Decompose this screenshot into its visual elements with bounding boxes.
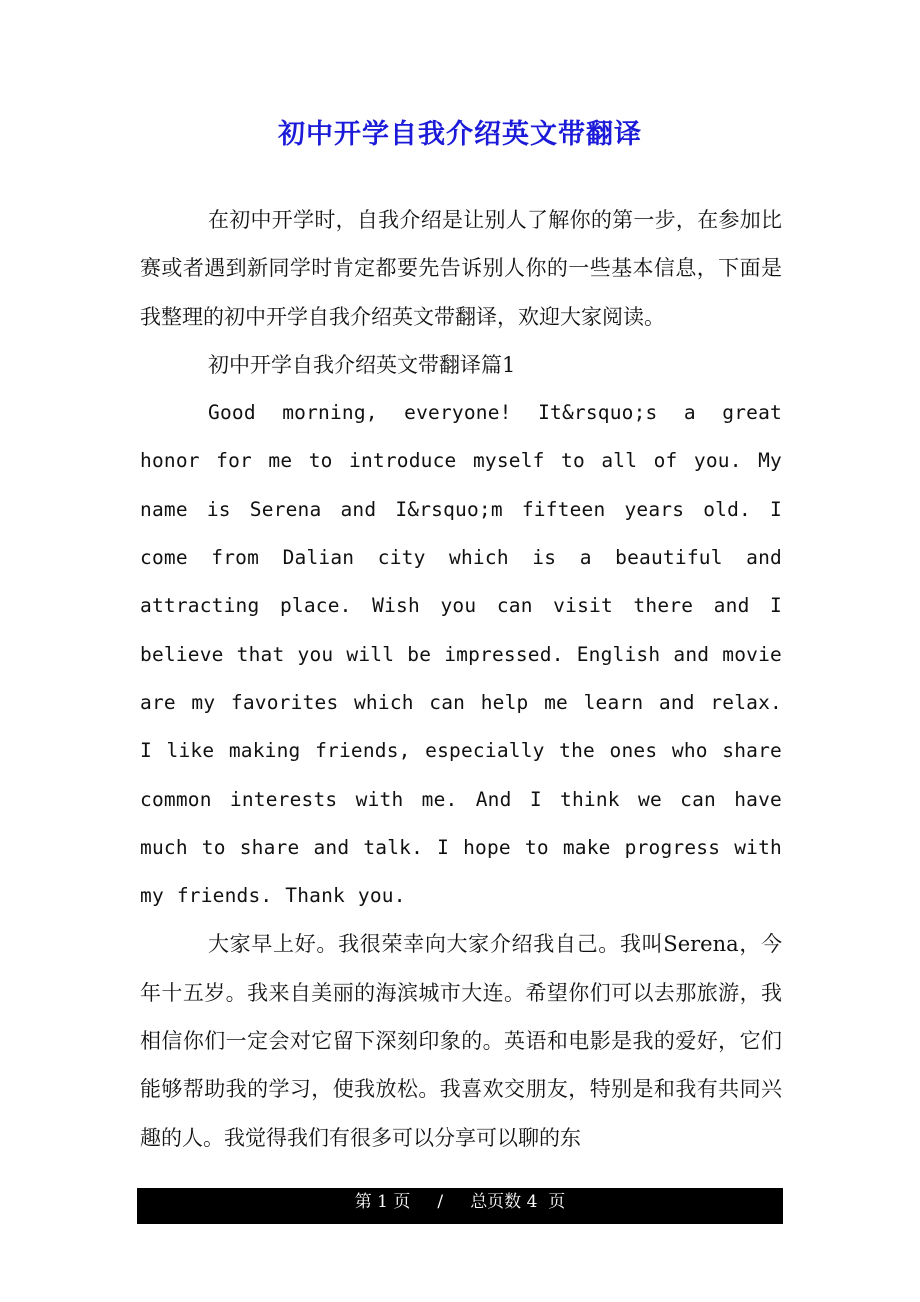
footer-separator: / — [437, 1192, 444, 1212]
page-footer — [137, 1188, 783, 1224]
intro-paragraph: 在初中开学时，自我介绍是让别人了解你的第一步，在参加比赛或者遇到新同学时肯定都要先告诉别人你的一些基本信息，下面是我整理的初中开学自我介绍英文带翻译，欢迎大家阅读。 — [140, 208, 782, 329]
footer-total-prefix: 总页数 — [470, 1192, 522, 1212]
section-heading: 初中开学自我介绍英文带翻译篇1 — [208, 352, 516, 377]
english-paragraph: Good morning, everyone! It&rsquo;s a great honor for me to introduce myself to all of you. My name is Serena and I&rsquo;m fifteen years old. I come from Dalian city which is a beautiful and attracting place. Wish you can visit there and I believe that you will be impressed. English and movie are my favorites which can help me learn and relax. I like making friends, especially the ones who share common interests with me. And I think we can have much to share and talk. I hope to make progress with my friends. Thank you. — [140, 401, 782, 908]
footer-page-number: 1 — [377, 1192, 388, 1212]
document-title: 初中开学自我介绍英文带翻译 — [278, 119, 642, 150]
document-body — [140, 196, 782, 1162]
footer-page-suffix: 页 — [393, 1192, 411, 1212]
footer-total-suffix: 页 — [548, 1192, 566, 1212]
footer-page-prefix: 第 — [354, 1192, 372, 1212]
footer-total-pages: 4 — [526, 1192, 538, 1212]
chinese-paragraph: 大家早上好。我很荣幸向大家介绍我自己。我叫Serena，今年十五岁。我来自美丽的海滨城市大连。希望你们可以去那旅游，我相信你们一定会对它留下深刻印象的。英语和电影是我的爱好，它们能够帮助我的学习，使我放松。我喜欢交朋友，特别是和我有共同兴趣的人。我觉得我们有很多可以分享可以聊的东 — [140, 932, 782, 1150]
